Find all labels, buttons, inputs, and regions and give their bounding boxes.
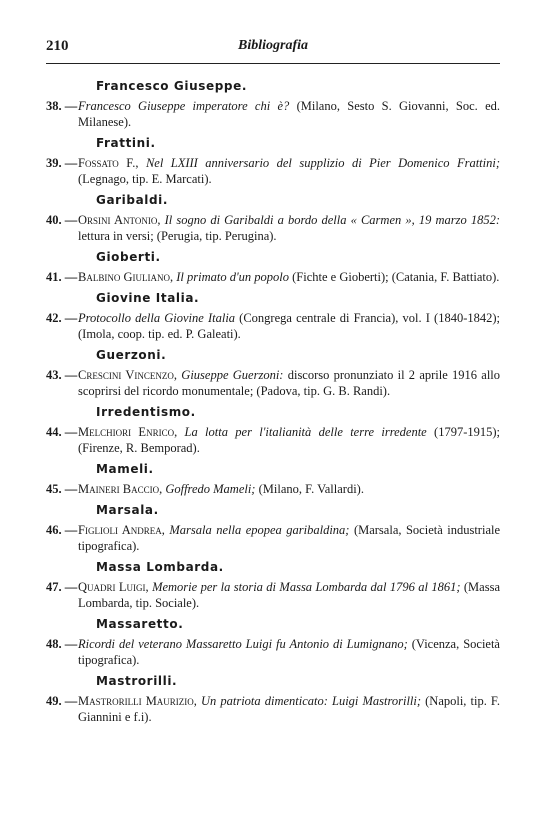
entry-details: (Vicenza, Società tipografica). [78, 637, 500, 667]
entry-author: Mastrorilli Maurizio, [78, 694, 197, 708]
entry-details: (Napoli, tip. F. Giannini e f.i). [78, 694, 500, 724]
topic-heading: Francesco Giuseppe. [96, 79, 247, 93]
header-rule [46, 63, 500, 64]
entry-details: (Milano, Sesto S. Giovanni, Soc. ed. Milanese). [78, 99, 501, 129]
topic-heading: Irredentismo. [96, 405, 196, 419]
bibliography-entry [46, 269, 500, 285]
entry-author: Quadri Luigi, [78, 580, 149, 594]
entry-title: Un patriota dimenticato: Luigi Mastrorilli; [201, 694, 422, 708]
bibliography-entry [46, 367, 500, 399]
bibliography-entry [46, 579, 500, 611]
entry-number: 44. — [46, 425, 78, 439]
entry-number: 40. — [46, 213, 78, 227]
bibliography-entry [46, 636, 500, 668]
topic-heading: Gioberti. [96, 250, 161, 264]
entry-details: (Legnago, tip. E. Marcati). [78, 172, 212, 186]
entry-number: 49. — [46, 694, 78, 708]
entry-author: Figlioli Andrea, [78, 523, 165, 537]
entry-title: Marsala nella epopea garibaldina; [169, 523, 350, 537]
bibliography-list [46, 78, 500, 725]
bibliography-entry [46, 212, 500, 244]
entry-author: Melchiori Enrico, [78, 425, 178, 439]
entry-details: (Congrega centrale di Francia), vol. I (1840-1842); (Imola, coop. tip. ed. P. Galeati). [78, 311, 500, 341]
entry-details: (Massa Lombarda, tip. Sociale). [78, 580, 500, 610]
topic-heading: Mastrorilli. [96, 674, 178, 688]
entry-number: 47. — [46, 580, 78, 594]
topic-heading: Giovine Italia. [96, 291, 200, 305]
entry-title: Giuseppe Guerzoni: [181, 368, 284, 382]
entry-number: 38. — [46, 99, 78, 113]
bibliography-entry [46, 481, 500, 497]
bibliography-entry [46, 693, 500, 725]
topic-heading: Guerzoni. [96, 348, 167, 362]
entry-number: 39. — [46, 156, 78, 170]
entry-details: (Marsala, Società industriale tipografica). [78, 523, 501, 553]
entry-details: lettura in versi; (Perugia, tip. Perugina). [78, 229, 277, 243]
entry-author: Fossato F., [78, 156, 139, 170]
bibliography-entry [46, 98, 500, 130]
page-number: 210 [46, 38, 69, 54]
entry-title: Ricordi del veterano Massaretto Luigi fu Antonio di Lumignano; [78, 637, 408, 651]
page-header [46, 38, 500, 58]
entry-title: Goffredo Mameli; [165, 482, 256, 496]
topic-heading: Marsala. [96, 503, 159, 517]
topic-heading: Massaretto. [96, 617, 184, 631]
bibliography-entry [46, 310, 500, 342]
entry-title: Francesco Giuseppe imperatore chi è? [78, 99, 290, 113]
entry-title: Nel LXIII anniversario del supplizio di Pier Domenico Frattini; [145, 156, 501, 170]
entry-number: 46. — [46, 523, 78, 537]
entry-details: (Fichte e Gioberti); (Catania, F. Battiato). [288, 270, 500, 284]
topic-heading: Massa Lombarda. [96, 560, 224, 574]
entry-number: 48. — [46, 637, 78, 651]
entry-title: La lotta per l'italianità delle terre irredente [184, 425, 427, 439]
entry-number: 45. — [46, 482, 78, 496]
running-title: Bibliografia [237, 38, 308, 53]
entry-author: Crescini Vincenzo, [78, 368, 178, 382]
entry-title: Il sogno di Garibaldi a bordo della « Carmen », 19 marzo 1852: [164, 213, 501, 227]
entry-author: Balbino Giuliano, [78, 270, 174, 284]
topic-heading: Mameli. [96, 462, 154, 476]
topic-heading: Garibaldi. [96, 193, 169, 207]
bibliography-entry [46, 155, 500, 187]
entry-details: (1797-1915); (Firenze, R. Bemporad). [78, 425, 501, 455]
entry-details: (Milano, F. Vallardi). [255, 482, 364, 496]
entry-title: Memorie per la storia di Massa Lombarda dal 1796 al 1861; [152, 580, 461, 594]
entry-number: 42. — [46, 311, 78, 325]
entry-author: Orsini Antonio, [78, 213, 161, 227]
topic-heading: Frattini. [96, 136, 156, 150]
bibliography-entry [46, 522, 500, 554]
entry-details: discorso pronunziato il 2 aprile 1916 allo scoprirsi del ricordo monumentale; (Padova, tip. G. B. Randi). [78, 368, 501, 398]
entry-number: 41. — [46, 270, 78, 284]
bibliography-entry [46, 424, 500, 456]
entry-title: Protocollo della Giovine Italia [78, 311, 236, 325]
entry-author: Maineri Baccio, [78, 482, 163, 496]
entry-number: 43. — [46, 368, 78, 382]
entry-title: Il primato d'un popolo [176, 270, 289, 284]
